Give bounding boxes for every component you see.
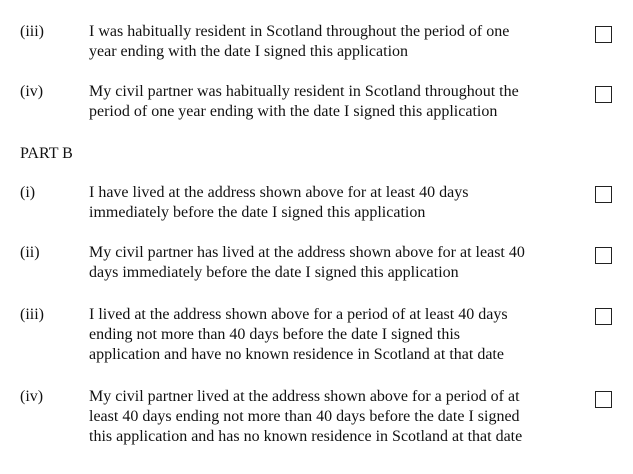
item-text-line: period of one year ending with the date I signed this application bbox=[89, 103, 498, 120]
item-text-line: I have lived at the address shown above for at least 40 days bbox=[89, 184, 469, 201]
item-text-line: this application and has no known residence in Scotland at that date bbox=[89, 428, 523, 445]
checkbox-part-b-iv[interactable] bbox=[595, 391, 612, 408]
item-number: (iv) bbox=[20, 388, 44, 405]
item-text-line: least 40 days ending not more than 40 days before the date I signed bbox=[89, 408, 520, 425]
checkbox-part-b-iii[interactable] bbox=[595, 308, 612, 325]
item-text-line: year ending with the date I signed this application bbox=[89, 43, 409, 60]
item-text bbox=[89, 243, 581, 283]
item-text-line: My civil partner was habitually resident in Scotland throughout the bbox=[89, 83, 519, 100]
item-text-line: immediately before the date I signed this application bbox=[89, 204, 426, 221]
item-number: (iv) bbox=[20, 83, 44, 100]
item-text bbox=[89, 387, 581, 447]
part-b-heading: PART B bbox=[20, 145, 73, 162]
item-text bbox=[89, 305, 581, 365]
item-text-line: days immediately before the date I signed this application bbox=[89, 264, 459, 281]
item-number: (iii) bbox=[20, 306, 44, 323]
item-number: (ii) bbox=[20, 244, 40, 261]
item-text-line: I lived at the address shown above for a period of at least 40 days bbox=[89, 306, 508, 323]
checkbox-part-a-iv[interactable] bbox=[595, 86, 612, 103]
item-text-line: ending not more than 40 days before the date I signed this bbox=[89, 326, 461, 343]
item-text bbox=[89, 183, 581, 223]
checkbox-part-b-ii[interactable] bbox=[595, 247, 612, 264]
item-text bbox=[89, 82, 581, 122]
item-number: (i) bbox=[20, 184, 36, 201]
item-number: (iii) bbox=[20, 23, 44, 40]
item-text-line: My civil partner lived at the address shown above for a period of at bbox=[89, 388, 520, 405]
item-text-line: I was habitually resident in Scotland throughout the period of one bbox=[89, 23, 510, 40]
item-text bbox=[89, 22, 581, 62]
checkbox-part-a-iii[interactable] bbox=[595, 26, 612, 43]
item-text-line: My civil partner has lived at the address shown above for at least 40 bbox=[89, 244, 525, 261]
item-text-line: application and have no known residence in Scotland at that date bbox=[89, 346, 504, 363]
checkbox-part-b-i[interactable] bbox=[595, 186, 612, 203]
